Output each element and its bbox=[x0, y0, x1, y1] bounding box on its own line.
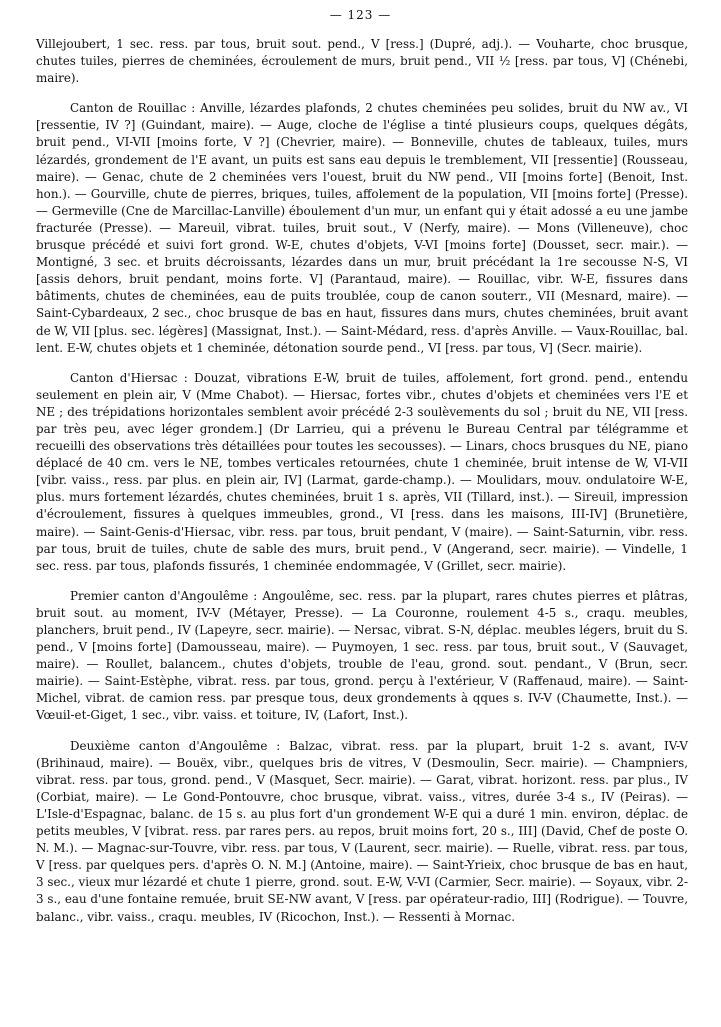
paragraph-canton-rouillac: Canton de Rouillac : Anville, lézardes plafonds, 2 chutes cheminées peu solides, bruit du NW av., VI [ressentie, IV ?] (Guindant, maire). — Auge, cloche de l'église a tinté plusieurs coups, quelques dégâts, bruit pend., VI-VII [moins forte, V ?] (Chevrier, maire). — Bonneville, chutes de tableaux, tuiles, murs lézardés, grondement de l'E avant, un puits est sans eau depuis le tremblement, VII [ressentie] (Rousseau, maire). — Genac, chute de 2 cheminées vers l'ouest, bruit du NW pend., VII [moins forte] (Benoit, Inst. hon.). — Gourville, chute de pierres, briques, tuiles, affolement de la population, VII [moins forte] (Presse). — Germeville (Cne de Marcillac-Lanville) éboulement d'un mur, un enfant qui y était adossé a eu une jambe fracturée (Presse). — Mareuil, vibrat. tuiles, bruit sout., V (Nerfy, maire). — Mons (Villeneuve), choc brusque précédé et suivi fort grond. W-E, chutes d'objets, V-VI [moins forte] (Dousset, secr. mair.). — Montigné, 3 sec. et bruits décroissants, lézardes dans un mur, bruit précédant la 1re secousse N-S, VI [assis dehors, bruit pendant, moins forte. V] (Parantaud, maire). — Rouillac, vibr. W-E, fissures dans bâtiments, chutes de cheminées, eau de puits troublée, coup de canon souterr., VII (Mesnard, maire). — Saint-Cybardeaux, 2 sec., choc brusque de bas en haut, fissures dans murs, chutes cheminées, bruit avant de W, VII [plus. sec. légères] (Massignat, Inst.). — Saint-Médard, ress. d'après Anville. — Vaux-Rouillac, bal. lent. E-W, chutes objets et 1 cheminée, détonation sourde pend., VI [ress. par tous, V] (Secr. mairie). bbox=[36, 101, 688, 355]
paragraph-vouharte: Villejoubert, 1 sec. ress. par tous, bruit sout. pend., V [ress.] (Dupré, adj.). — Vouharte, choc brusque, chutes tuiles, pierres de cheminées, écroulement de murs, bruit pend., VII ½ [ress. par tous, V] (Chénebi, maire). bbox=[36, 37, 688, 86]
paragraph-canton-hiersac: Canton d'Hiersac : Douzat, vibrations E-W, bruit de tuiles, affolement, fort grond. pend., entendu seulement en plein air, V (Mme Chabot). — Hiersac, fortes vibr., chutes d'objets et cheminées vers l'E et NE ; des trépidations horizontales semblent avoir précédé 2-3 soulèvements du sol ; bruit du NE, VII [ress. par très peu, avec léger grondem.] (Dr Larrieu, qui a prévenu le Bureau Central par télégramme et recueilli des observations très détaillées pour toutes les secousses). — Linars, chocs brusques du NE, piano déplacé de 40 cm. vers le NE, tombes verticales retournées, chute 1 cheminée, bruit intense de W, VI-VII [vibr. vaiss., ress. par plus. en plein air, IV] (Larmat, garde-champ.). — Moulidars, mouv. ondulatoire W-E, plus. murs fortement lézardés, chutes cheminées, bruit 1 s. après, VII (Tillard, inst.). — Sireuil, impression d'écroulement, fissures à quelques immeubles, grond., VI [ress. dans les maisons, III-IV] (Brunetière, maire). — Saint-Genis-d'Hiersac, vibr. ress. par tous, bruit pendant, V (maire). — Saint-Saturnin, vibr. ress. par tous, bruit de tuiles, chute de sable des murs, bruit pend., V (Angerand, secr. mairie). — Vindelle, 1 sec. ress. par tous, plafonds fissurés, 1 cheminée endommagée, V (Grillet, secr. mairie). bbox=[36, 370, 688, 573]
paragraph-angouleme-1: Premier canton d'Angoulême : Angoulême, sec. ress. par la plupart, rares chutes pierres et plâtras, bruit sout. au moment, IV-V (Métayer, Presse). — La Couronne, roulement 4-5 s., craqu. meubles, planchers, bruit pend., IV (Lapeyre, secr. mairie). — Nersac, vibrat. S-N, déplac. meubles légers, bruit du S. pend., V [moins forte] (Damousseau, maire). — Puymoyen, 1 sec. ress. par tous, bruit sout., V (Sauvaget, maire). — Roullet, balancem., chutes d'objets, trouble de l'eau, grond. sout. pendant., V (Brun, secr. mairie). — Saint-Estèphe, vibrat. ress. par tous, grond. perçu à l'extérieur, V (Raffenaud, maire). — Saint-Michel, vibrat. de camion ress. par presque tous, deux grondements à qques s. IV-V (Chaumette, Inst.). — Vœuil-et-Giget, 1 sec., vibr. vaiss. et toiture, IV, (Lafort, Inst.). bbox=[36, 588, 689, 723]
report-body bbox=[36, 36, 688, 926]
page-number: — 123 — bbox=[329, 8, 392, 22]
paragraph-angouleme-2: Deuxième canton d'Angoulême : Balzac, vibrat. ress. par la plupart, bruit 1-2 s. avant, IV-V (Brihinaud, maire). — Bouëx, vibr., quelques bris de vitres, V (Desmoulin, Secr. mairie). — Champniers, vibrat. ress. par tous, grond. pend., V (Masquet, Secr. mairie). — Garat, vibrat. horizont. ress. par plus., IV (Corbiat, maire). — Le Gond-Pontouvre, choc brusque, vibrat. vaiss., vitres, durée 3-4 s., IV (Peiras). — L'Isle-d'Espagnac, balanc. de 15 s. au plus fort d'un grondement W-E qui a duré 1 min. environ, déplac. de petits meubles, V [vibrat. ress. par rares pers. au repos, bruit moins fort, 20 s., III] (David, Chef de poste O. N. M.). — Magnac-sur-Touvre, vibr. ress. par tous, V (Laurent, secr. mairie). — Ruelle, vibrat. ress. par tous, V [ress. par quelques pers. d'après O. N. M.] (Antoine, maire). — Saint-Yrieix, choc brusque de bas en haut, 3 sec., vieux mur lézardé et chute 1 pierre, grond. sout. E-W, V-VI (Carmier, Secr. mairie). — Soyaux, vibr. 2-3 s., eau d'une fontaine remuée, bruit SE-NW avant, V [ress. par opérateur-radio, III] (Rodrigue). — Touvre, balanc., vibr. vaiss., craqu. meubles, IV (Ricochon, Inst.). — Ressenti à Mornac. bbox=[36, 738, 688, 924]
